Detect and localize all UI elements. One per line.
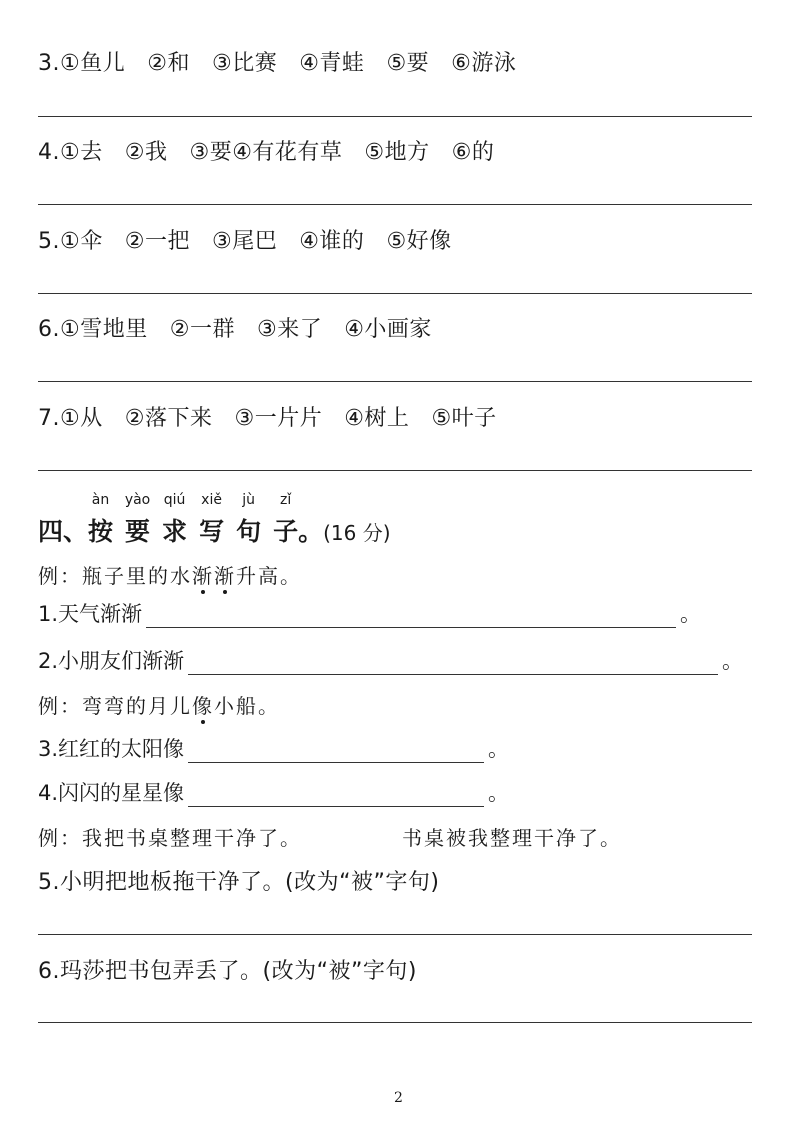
answer-line-3 <box>38 116 752 117</box>
pinyin: yào <box>124 492 151 508</box>
word-option: ③来了 <box>256 317 323 342</box>
dotted-char: 渐 <box>192 564 214 588</box>
pinyin-char <box>88 492 114 548</box>
pinyin-char <box>124 492 151 548</box>
word-option: ②和 <box>147 51 190 76</box>
example-suffix: 升高。 <box>236 564 302 588</box>
section-heading <box>38 492 391 548</box>
pinyin: xiě <box>201 492 222 508</box>
pinyin-char <box>236 492 262 548</box>
word-option: ④树上 <box>344 406 410 431</box>
example-3-right: 书桌被我整理干净了。 <box>402 826 622 850</box>
sentence-4 <box>38 777 509 807</box>
word-option: ③要④有花有草 <box>189 140 343 165</box>
dotted-char: 渐 <box>214 564 236 588</box>
hanzi: 句 <box>236 517 262 546</box>
question-number: 5. <box>38 229 60 254</box>
pinyin: àn <box>91 492 110 508</box>
word-option: ②一把 <box>124 229 190 254</box>
sentence-5: 5.小明把地板拖干净了。(改为“被”字句) <box>38 870 440 895</box>
word-option: ⑤地方 <box>364 140 430 165</box>
pinyin: jù <box>242 492 255 508</box>
answer-blank[interactable] <box>188 652 718 675</box>
word-option: ①伞 <box>60 229 103 254</box>
sentence-prompt: 1.天气渐渐 <box>38 602 143 626</box>
word-option: ①雪地里 <box>60 317 148 342</box>
word-option: ①从 <box>60 406 103 431</box>
page-number: 2 <box>394 1090 403 1106</box>
sentence-prompt: 3.红红的太阳像 <box>38 737 185 761</box>
word-option: ①鱼儿 <box>60 51 126 76</box>
answer-blank[interactable] <box>188 740 484 763</box>
heading-end-mark: 。 <box>298 517 324 546</box>
section-label: 四、 <box>38 517 89 546</box>
question-7 <box>38 401 519 432</box>
example-3-left: 例：我把书桌整理干净了。 <box>38 826 302 850</box>
sentence-2 <box>38 645 743 675</box>
answer-blank[interactable] <box>146 605 676 628</box>
hanzi: 子 <box>273 517 299 546</box>
example-suffix: 小船。 <box>214 694 280 718</box>
word-option: ④青蛙 <box>299 51 365 76</box>
example-prefix: 例：瓶子里的水 <box>38 564 192 588</box>
question-3 <box>38 46 538 77</box>
pinyin: zǐ <box>279 492 292 508</box>
sentence-prompt: 4.闪闪的星星像 <box>38 781 185 805</box>
sentence-end: 。 <box>680 602 702 626</box>
question-5 <box>38 224 474 255</box>
sentence-end: 。 <box>722 649 744 673</box>
question-number: 4. <box>38 140 60 165</box>
answer-line-6 <box>38 381 752 382</box>
dotted-char: 像 <box>192 694 214 718</box>
word-option: ⑤好像 <box>386 229 452 254</box>
word-option: ⑥的 <box>451 140 495 165</box>
word-option: ②我 <box>124 140 168 165</box>
score-label: (16 分) <box>323 521 391 545</box>
question-number: 6. <box>38 317 60 342</box>
question-6 <box>38 312 454 343</box>
word-option: ⑥游泳 <box>451 51 517 76</box>
word-option: ⑤要 <box>386 51 430 76</box>
word-option: ③一片片 <box>234 406 323 431</box>
hanzi: 写 <box>199 517 225 546</box>
answer-line-7 <box>38 470 752 471</box>
pinyin-char <box>273 492 299 548</box>
answer-blank[interactable] <box>188 784 484 807</box>
word-option: ④小画家 <box>344 317 432 342</box>
answer-line-s6[interactable] <box>38 1022 752 1023</box>
hanzi: 要 <box>125 517 151 546</box>
example-2 <box>38 690 280 719</box>
word-option: ③尾巴 <box>211 229 278 254</box>
pinyin-char <box>162 492 188 548</box>
answer-line-5 <box>38 293 752 294</box>
sentence-3 <box>38 733 509 763</box>
hanzi: 求 <box>162 517 188 546</box>
sentence-prompt: 2.小朋友们渐渐 <box>38 649 185 673</box>
word-option: ①去 <box>60 140 103 165</box>
word-option: ②落下来 <box>124 406 213 431</box>
question-number: 7. <box>38 406 60 431</box>
word-option: ③比赛 <box>211 51 278 76</box>
answer-line-s5[interactable] <box>38 934 752 935</box>
pinyin: qiú <box>163 492 186 508</box>
question-number: 3. <box>38 51 60 76</box>
sentence-end: 。 <box>488 737 510 761</box>
word-option: ④谁的 <box>299 229 365 254</box>
pinyin-char <box>199 492 225 548</box>
sentence-end: 。 <box>488 781 510 805</box>
question-4 <box>38 135 516 166</box>
example-1 <box>38 560 302 589</box>
example-prefix: 例：弯弯的月儿 <box>38 694 192 718</box>
word-option: ②一群 <box>169 317 235 342</box>
sentence-1 <box>38 598 701 628</box>
answer-line-4 <box>38 204 752 205</box>
sentence-6: 6.玛莎把书包弄丢了。(改为“被”字句) <box>38 959 417 984</box>
word-option: ⑤叶子 <box>431 406 497 431</box>
hanzi: 按 <box>88 517 114 546</box>
